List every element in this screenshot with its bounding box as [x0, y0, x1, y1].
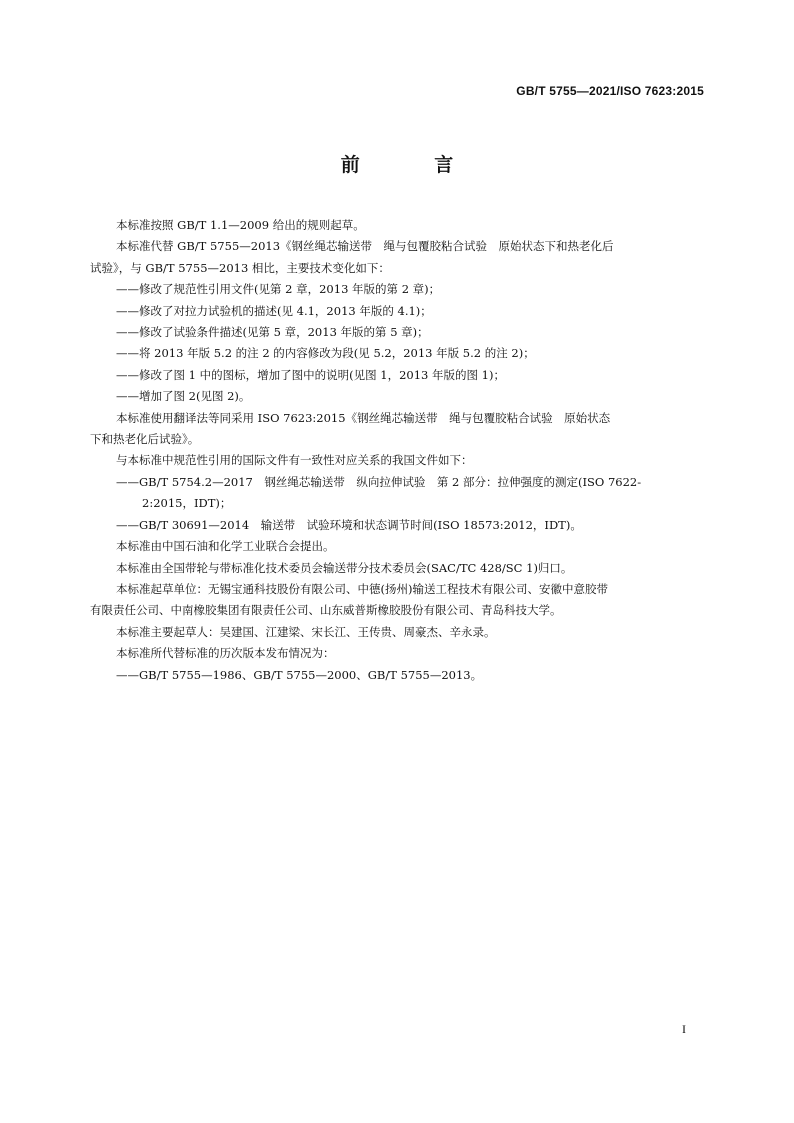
change-item: ——增加了图 2(见图 2)。	[116, 389, 251, 404]
paragraph-proposer: 本标准由中国石油和化学工业联合会提出。	[116, 539, 335, 554]
foreword-body	[90, 215, 704, 686]
reference-item	[90, 472, 704, 515]
paragraph-line: 试验》，与 GB/T 5755—2013 相比，主要技术变化如下：	[90, 260, 390, 275]
paragraph-history-intro: 本标准所代替标准的历次版本发布情况为：	[116, 646, 335, 661]
change-item: ——修改了对拉力试验机的描述(见 4.1，2013 年版的 4.1)；	[116, 303, 432, 318]
paragraph-drafters: 本标准主要起草人：吴建国、江建梁、宋长江、王传贵、周豪杰、辛永录。	[116, 624, 496, 639]
change-item: ——修改了图 1 中的图标，增加了图中的说明(见图 1，2013 年版的图 1)；	[116, 367, 505, 382]
page-title: 前 言	[340, 154, 488, 176]
reference-line: ——GB/T 30691—2014 输送带 试验环境和状态调节时间(ISO 18573:2012，IDT)。	[116, 517, 582, 532]
change-item: ——修改了试验条件描述(见第 5 章，2013 年版的第 5 章)；	[116, 325, 429, 340]
paragraph-correspondence: 与本标准中规范性引用的国际文件有一致性对应关系的我国文件如下：	[116, 453, 473, 468]
paragraph-adoption	[90, 408, 704, 451]
paragraph-committee: 本标准由全国带轮与带标准化技术委员会输送带分技术委员会(SAC/TC 428/SC 1)归口。	[116, 560, 573, 575]
paragraph-replacement	[90, 236, 704, 279]
paragraph-line: 本标准使用翻译法等同采用 ISO 7623:2015《钢丝绳芯输送带 绳与包覆胶粘合试验 原始状态	[116, 410, 611, 425]
paragraph-line: 下和热老化后试验》。	[90, 432, 200, 447]
reference-line: ——GB/T 5754.2—2017 钢丝绳芯输送带 纵向拉伸试验 第 2 部分：拉伸强度的测定(ISO 7622-	[116, 474, 642, 489]
change-item: ——将 2013 年版 5.2 的注 2 的内容修改为段(见 5.2，2013 年版 5.2 的注 2)；	[116, 346, 535, 361]
paragraph-drafting-units	[90, 579, 704, 622]
standard-code: GB/T 5755—2021/ISO 7623:2015	[516, 84, 704, 98]
history-item: ——GB/T 5755—1986、GB/T 5755—2000、GB/T 5755—2013。	[116, 667, 483, 682]
change-item: ——修改了规范性引用文件(见第 2 章，2013 年版的第 2 章)；	[116, 282, 441, 297]
reference-item	[90, 515, 704, 536]
reference-line: 2:2015，IDT)；	[142, 496, 232, 511]
paragraph-line: 有限责任公司、中南橡胶集团有限责任公司、山东威普斯橡胶股份有限公司、青岛科技大学。	[90, 603, 562, 618]
paragraph-line: 本标准代替 GB/T 5755—2013《钢丝绳芯输送带 绳与包覆胶粘合试验 原始状态下和热老化后	[116, 239, 614, 254]
paragraph-line: 本标准起草单位：无锡宝通科技股份有限公司、中德(扬州)输送工程技术有限公司、安徽中意胶带	[116, 581, 608, 596]
page-number: I	[682, 1022, 686, 1036]
paragraph-drafting-rules: 本标准按照 GB/T 1.1—2009 给出的规则起草。	[116, 218, 365, 232]
